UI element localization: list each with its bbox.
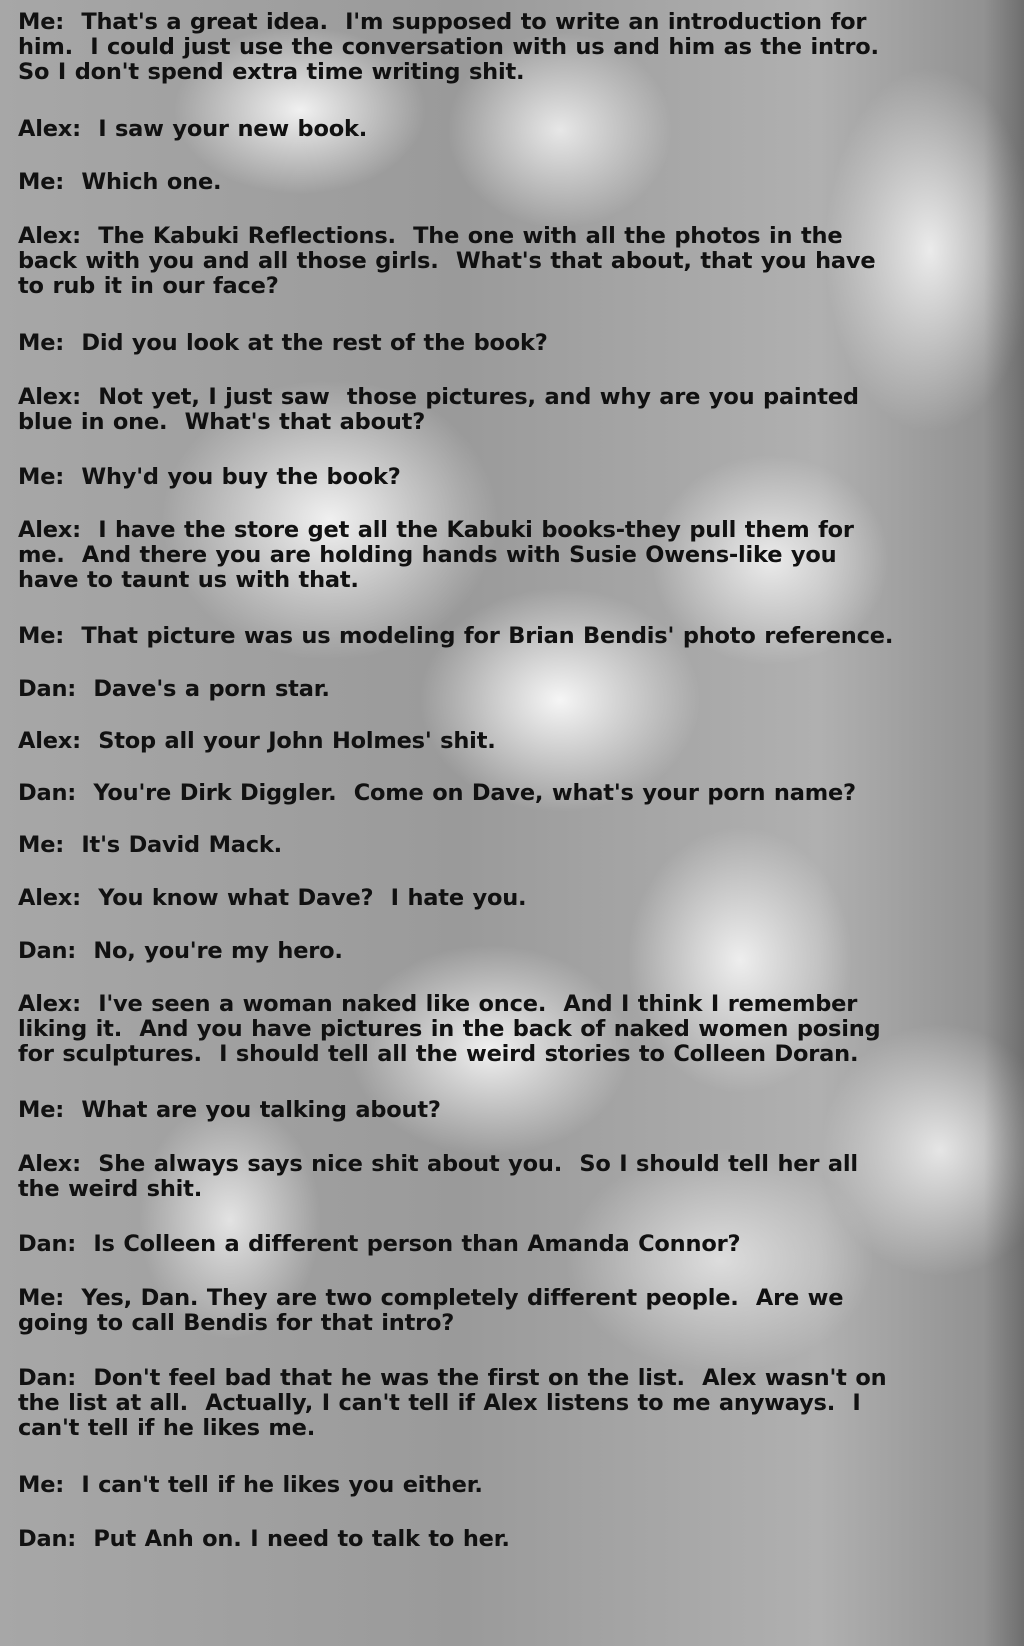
- dialogue-line: [18, 1098, 998, 1123]
- speaker-label: Me:: [18, 464, 65, 490]
- line-text: Which one.: [81, 169, 222, 195]
- dialogue-line: [18, 1232, 998, 1257]
- speaker-label: Alex:: [18, 116, 81, 142]
- speaker-label: Me:: [18, 1097, 65, 1123]
- dialogue-line: [18, 10, 998, 85]
- dialogue-line: [18, 992, 998, 1067]
- speaker-label: Dan:: [18, 938, 77, 964]
- dialogue-line: [18, 624, 998, 649]
- speaker-label: Alex:: [18, 1151, 81, 1177]
- speaker-label: Me:: [18, 623, 65, 649]
- line-text: I've seen a woman naked like once. And I think I remember liking it. And you have pictures in the back of naked women posing for sculptures. I should tell all the weird stories to Colleen Doran.: [18, 991, 881, 1067]
- line-text: Don't feel bad that he was the first on the list. Alex wasn't on the list at all. Actually, I can't tell if Alex listens to me anyways. I can't tell if he likes me.: [18, 1365, 887, 1441]
- dialogue-line: [18, 331, 998, 356]
- speaker-label: Alex:: [18, 517, 81, 543]
- dialogue-line: [18, 518, 998, 593]
- dialogue-line: [18, 729, 998, 754]
- dialogue-line: [18, 1527, 998, 1552]
- line-text: You know what Dave? I hate you.: [98, 885, 527, 911]
- speaker-label: Me:: [18, 1472, 65, 1498]
- speaker-label: Alex:: [18, 223, 81, 249]
- line-text: The Kabuki Reflections. The one with all the photos in the back with you and all those girls. What's that about, that you have to rub it in our face?: [18, 223, 876, 299]
- speaker-label: Dan:: [18, 780, 77, 806]
- dialogue-line: [18, 117, 998, 142]
- line-text: Why'd you buy the book?: [81, 464, 401, 490]
- line-text: Is Colleen a different person than Amanda Connor?: [93, 1231, 741, 1257]
- line-text: That picture was us modeling for Brian Bendis' photo reference.: [81, 623, 894, 649]
- speaker-label: Dan:: [18, 1526, 77, 1552]
- dialogue-line: [18, 385, 998, 435]
- dialogue-line: [18, 170, 998, 195]
- dialogue-line: [18, 1152, 998, 1202]
- speaker-label: Alex:: [18, 885, 81, 911]
- dialogue-line: [18, 1286, 998, 1336]
- line-text: Not yet, I just saw those pictures, and why are you painted blue in one. What's that about?: [18, 384, 859, 435]
- dialogue-line: [18, 833, 998, 858]
- dialogue-line: [18, 781, 998, 806]
- line-text: Did you look at the rest of the book?: [81, 330, 548, 356]
- line-text: Yes, Dan. They are two completely different people. Are we going to call Bendis for that intro?: [18, 1285, 844, 1336]
- speaker-label: Dan:: [18, 676, 77, 702]
- line-text: Put Anh on. I need to talk to her.: [93, 1526, 510, 1552]
- speaker-label: Me:: [18, 1285, 65, 1311]
- speaker-label: Me:: [18, 9, 65, 35]
- speaker-label: Dan:: [18, 1365, 77, 1391]
- dialogue-line: [18, 1473, 998, 1498]
- dialogue-line: [18, 224, 998, 299]
- dialogue-line: [18, 465, 998, 490]
- line-text: I saw your new book.: [98, 116, 368, 142]
- dialogue-line: [18, 1366, 998, 1441]
- line-text: It's David Mack.: [81, 832, 282, 858]
- speaker-label: Alex:: [18, 991, 81, 1017]
- dialogue-line: [18, 939, 998, 964]
- line-text: Stop all your John Holmes' shit.: [98, 728, 496, 754]
- line-text: You're Dirk Diggler. Come on Dave, what's your porn name?: [93, 780, 856, 806]
- line-text: She always says nice shit about you. So I should tell her all the weird shit.: [18, 1151, 858, 1202]
- speaker-label: Dan:: [18, 1231, 77, 1257]
- line-text: That's a great idea. I'm supposed to write an introduction for him. I could just use the conversation with us and him as the intro. So I don't spend extra time writing shit.: [18, 9, 879, 85]
- dialogue-line: [18, 677, 998, 702]
- line-text: Dave's a porn star.: [93, 676, 330, 702]
- speaker-label: Me:: [18, 330, 65, 356]
- line-text: What are you talking about?: [81, 1097, 441, 1123]
- speaker-label: Alex:: [18, 728, 81, 754]
- line-text: I have the store get all the Kabuki books-they pull them for me. And there you are holding hands with Susie Owens-like you have to taunt us with that.: [18, 517, 854, 593]
- speaker-label: Alex:: [18, 384, 81, 410]
- line-text: I can't tell if he likes you either.: [81, 1472, 483, 1498]
- speaker-label: Me:: [18, 832, 65, 858]
- line-text: No, you're my hero.: [93, 938, 343, 964]
- speaker-label: Me:: [18, 169, 65, 195]
- dialogue-line: [18, 886, 998, 911]
